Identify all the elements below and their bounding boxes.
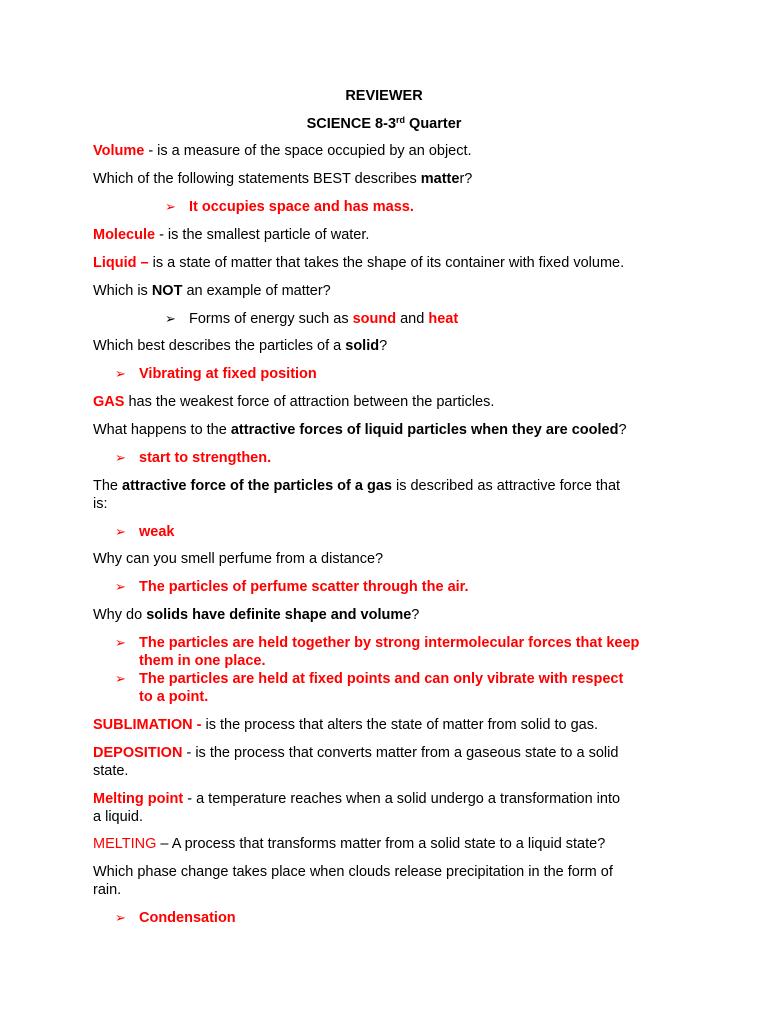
question-1 <box>93 170 472 188</box>
arrow-bullet-icon: ➢ <box>115 671 126 686</box>
question-bold: solid <box>345 338 380 354</box>
question-bold: attractive force of the particles of a gas <box>122 478 392 494</box>
answer-1: It occupies space and has mass. <box>189 199 414 215</box>
answer-5: weak <box>139 524 175 540</box>
subtitle-main: SCIENCE 8-3 <box>306 116 397 132</box>
answer-7a-continued: them in one place. <box>139 653 266 669</box>
question-3 <box>93 337 387 355</box>
subtitle-quarter: Quarter <box>405 116 462 132</box>
term-melting-point: Melting point <box>93 791 184 807</box>
question-text-end: ? <box>411 607 420 623</box>
molecule-definition <box>93 226 369 244</box>
term-gas: GAS <box>93 394 125 410</box>
question-bold: solids have definite shape and volume <box>146 607 412 623</box>
answer-heat: heat <box>428 311 459 327</box>
question-text: Which best describes the particles of a <box>93 338 346 354</box>
question-2 <box>93 282 331 300</box>
question-text-end: r? <box>459 171 473 187</box>
answer-7b: The particles are held at fixed points and can only vibrate with respect <box>139 671 624 687</box>
sublimation-definition <box>93 716 598 734</box>
question-bold: attractive forces of liquid particles when they are cooled <box>230 422 619 438</box>
term-volume: Volume <box>93 143 145 159</box>
question-text: Which is <box>93 283 152 299</box>
subtitle-superscript: rd <box>396 115 406 125</box>
melting-definition <box>93 835 605 853</box>
question-bold: matte <box>420 171 460 187</box>
arrow-bullet-icon: ➢ <box>115 450 126 465</box>
question-text-end: is described as attractive force that <box>391 478 621 494</box>
definition-text: has the weakest force of attraction between the particles. <box>124 394 495 410</box>
definition-text: – A process that transforms matter from a solid state to a liquid state? <box>156 836 606 852</box>
answer-text: Forms of energy such as <box>189 311 353 327</box>
term-melting: MELTING <box>93 836 157 852</box>
answer-2 <box>189 310 458 328</box>
definition-text: - is the smallest particle of water. <box>155 227 370 243</box>
definition-text: - is the process that converts matter from a gaseous state to a solid <box>182 745 619 761</box>
term-sublimation: SUBLIMATION - <box>93 717 202 733</box>
question-text-end: an example of matter? <box>182 283 331 299</box>
arrow-bullet-icon: ➢ <box>115 910 126 925</box>
melting-point-continued: a liquid. <box>93 809 143 825</box>
definition-text: is the process that alters the state of matter from solid to gas. <box>201 717 598 733</box>
liquid-definition <box>93 254 624 272</box>
question-text-end: ? <box>379 338 388 354</box>
arrow-bullet-icon: ➢ <box>115 635 126 650</box>
definition-text: is a state of matter that takes the shape of its container with fixed volume. <box>148 255 625 271</box>
arrow-bullet-icon: ➢ <box>115 524 126 539</box>
arrow-bullet-icon: ➢ <box>165 311 176 326</box>
answer-7b-continued: to a point. <box>139 689 209 705</box>
answer-sound: sound <box>352 311 397 327</box>
arrow-bullet-icon: ➢ <box>165 199 176 214</box>
question-text: Which of the following statements BEST describes <box>93 171 421 187</box>
document-subtitle <box>0 115 768 133</box>
question-5 <box>93 477 620 495</box>
question-text: Why do <box>93 607 147 623</box>
question-5-continued: is: <box>93 496 108 512</box>
answer-7a: The particles are held together by strong intermolecular forces that keep <box>139 635 640 651</box>
melting-point-definition <box>93 790 620 808</box>
question-text: What happens to the <box>93 422 231 438</box>
answer-8: Condensation <box>139 910 236 926</box>
answer-6: The particles of perfume scatter through the air. <box>139 579 469 595</box>
definition-text: - a temperature reaches when a solid undergo a transformation into <box>183 791 621 807</box>
document-title: REVIEWER <box>345 88 423 104</box>
arrow-bullet-icon: ➢ <box>115 366 126 381</box>
term-liquid: Liquid – <box>93 255 149 271</box>
deposition-definition <box>93 744 618 762</box>
question-bold: NOT <box>151 283 183 299</box>
question-4 <box>93 421 627 439</box>
answer-3: Vibrating at fixed position <box>139 366 317 382</box>
volume-definition <box>93 142 472 160</box>
term-molecule: Molecule <box>93 227 156 243</box>
definition-text: - is a measure of the space occupied by an object. <box>144 143 472 159</box>
answer-4: start to strengthen. <box>139 450 272 466</box>
question-text: The <box>93 478 123 494</box>
question-text-end: ? <box>618 422 627 438</box>
arrow-bullet-icon: ➢ <box>115 579 126 594</box>
term-deposition: DEPOSITION <box>93 745 183 761</box>
question-8-continued: rain. <box>93 882 122 898</box>
answer-text-mid: and <box>396 311 429 327</box>
question-8: Which phase change takes place when clouds release precipitation in the form of <box>93 864 613 880</box>
question-6: Why can you smell perfume from a distance? <box>93 551 384 567</box>
question-7 <box>93 606 419 624</box>
gas-definition <box>93 393 494 411</box>
deposition-continued: state. <box>93 763 129 779</box>
